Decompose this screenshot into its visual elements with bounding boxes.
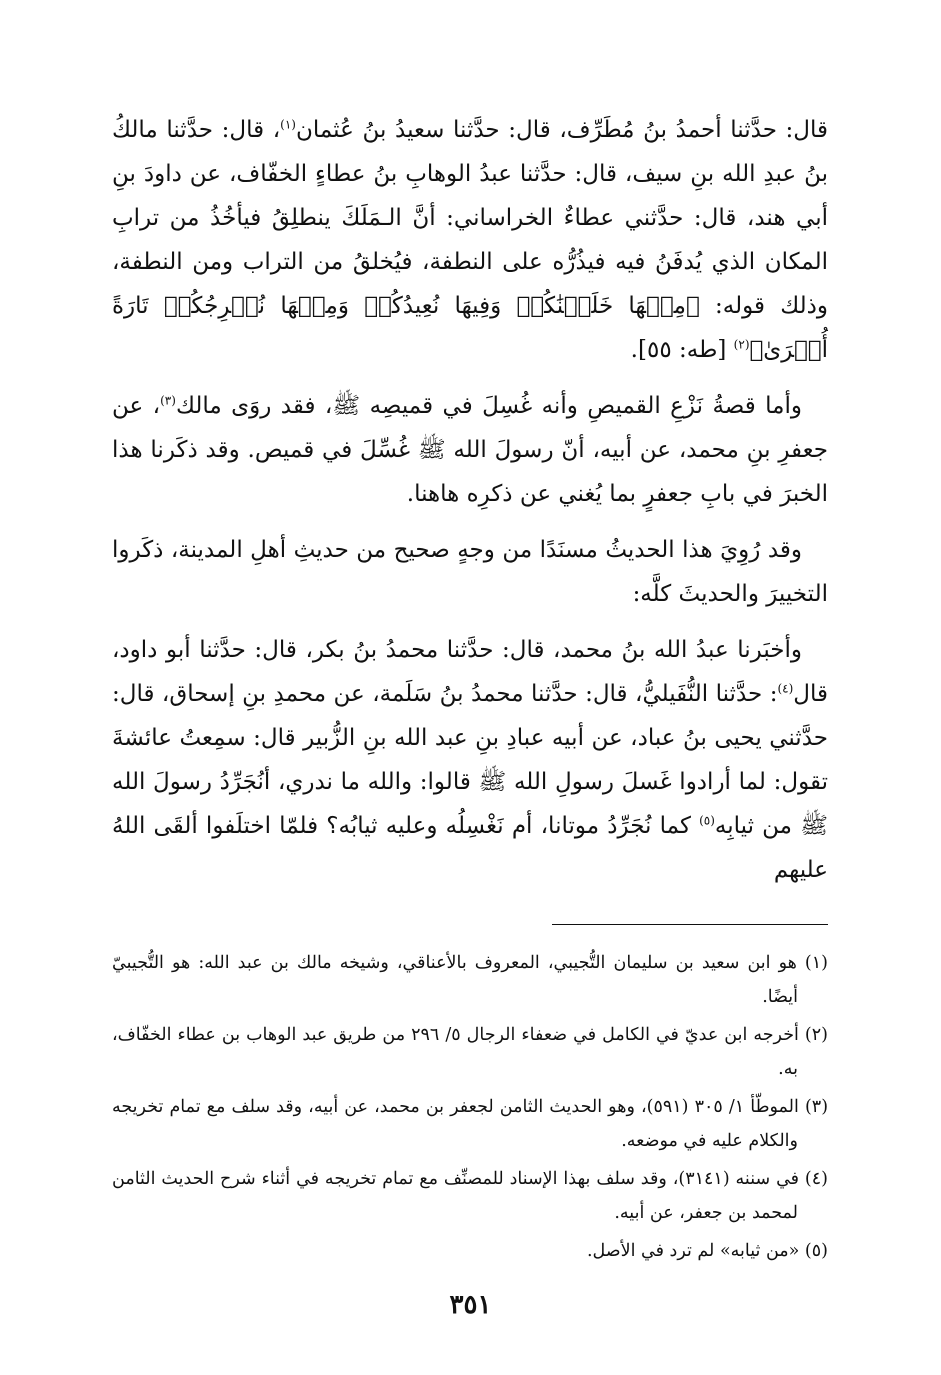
footnotes: [112, 946, 828, 1272]
paragraph-4-text-c: كما نُجَرِّدُ موتانا، أم نَغْسِلُه وعليه ثيابُه؟ فلمّا اختلَفوا ألقَى اللهُ عليهم: [112, 813, 828, 883]
footnote-ref-4: (٤): [777, 681, 794, 696]
footnote-ref-3: (٣): [160, 393, 176, 408]
paragraph-1: [112, 108, 828, 372]
footnote-3: (٣) الموطّأ ١/ ٣٠٥ (٥٩١)، وهو الحديث الثامن لجعفر بن محمد، عن أبيه، وقد سلف مع تمام تخريجه والكلام عليه في موضعه.: [112, 1097, 829, 1151]
paragraph-2-text-b: ، عن جعفرِ بنِ محمد، عن أبيه، أنّ رسولَ الله ﷺ غُسِّلَ في قميص. وقد ذكَرنا هذا الخبرَ في بابِ جعفرٍ بما يُغني عن ذكرِه هاهنا.: [112, 393, 828, 507]
footnote-5: (٥) «من ثيابه» لم ترد في الأصل.: [586, 1241, 828, 1261]
page-number: ٣٥١: [449, 1290, 492, 1320]
footnote-4: (٤) في سننه (٣١٤١)، وقد سلف بهذا الإسناد للمصنِّف مع تمام تخريجه في أثناء شرح الحديث الثامن لمحمد بن جعفر، عن أبيه.: [112, 1169, 828, 1223]
paragraph-3: وقد رُوِيَ هذا الحديثُ مسنَدًا من وجهٍ صحيح من حديثِ أهلِ المدينة، ذكَروا التخييرَ والحديثَ كلَّه:: [112, 537, 828, 607]
main-text: [112, 108, 828, 904]
paragraph-4-text-b: : حدَّثنا النُّفَيليُّ، قال: حدَّثنا محمدُ بنُ سَلَمة، عن محمدِ بنِ إسحاق، قال: حدَّثني يحيى بنُ عباد، عن أبيه عبادِ بنِ عبد الله بنِ الزُّبير قال: سمِعتُ عائشةَ تقول: لما أرادوا غَسلَ رسولِ الله ﷺ قالوا: والله ما ندري، أنُجَرِّدُ رسولَ الله ﷺ من ثيابِه: [112, 681, 828, 839]
paragraph-4-text-a: وأخبَرنا عبدُ الله بنُ محمد، قال: حدَّثنا محمدُ بنُ بكر، قال: حدَّثنا أبو داود، قال: [112, 637, 828, 707]
footnote-ref-1: (١): [280, 117, 296, 132]
footnote-1: (١) هو ابن سعيد بن سليمان التُّجيبي، المعروف بالأعناقي، وشيخه مالك بن عبد الله: هو التُّجيبيّ أيضًا.: [112, 953, 828, 1007]
paragraph-1-text-c: [طه: ٥٥].: [630, 337, 734, 363]
paragraph-2: [112, 384, 828, 516]
paragraph-2-text-a: وأما قصةُ نَزْعِ القميصِ وأنه غُسِلَ في قميصِه ﷺ، فقد روَى مالك: [175, 393, 802, 419]
footnote-ref-2: (٢): [733, 337, 750, 352]
footnote-2: (٢) أخرجه ابن عديّ في الكامل في ضعفاء الرجال ٥/ ٢٩٦ من طريق عبد الوهاب بن عطاء الخفّاف، به.: [112, 1025, 828, 1079]
paragraph-4: [112, 628, 828, 892]
footnote-divider: [552, 924, 828, 925]
paragraph-1-text-a: قال: حدَّثنا أحمدُ بنُ مُطَرِّف، قال: حدَّثنا سعيدُ بنُ عُثمان: [295, 117, 829, 143]
paragraph-1-text-b: ، قال: حدَّثنا مالكُ بنُ عبدِ الله بنِ سيف، قال: حدَّثنا عبدُ الوهابِ بنُ عطاءٍ الخفّاف، عن داودَ بنِ أبي هند، قال: حدَّثني عطاءٌ الخراساني: أنَّ الـمَلَكَ ينطلِقُ فيأخُذُ من ترابِ المكان الذي يُدفَنُ فيه فيذُرُّه على النطفة، فيُخلقُ من التراب ومن النطفة، وذلك قوله: ﴿مِنۡهَا خَلَقۡنَٰكُمۡ وَفِيهَا نُعِيدُكُمۡ وَمِنۡهَا نُخۡرِجُكُمۡ تَارَةً أُخۡرَىٰ﴾: [112, 117, 828, 363]
footnote-ref-5: (٥): [699, 813, 715, 828]
